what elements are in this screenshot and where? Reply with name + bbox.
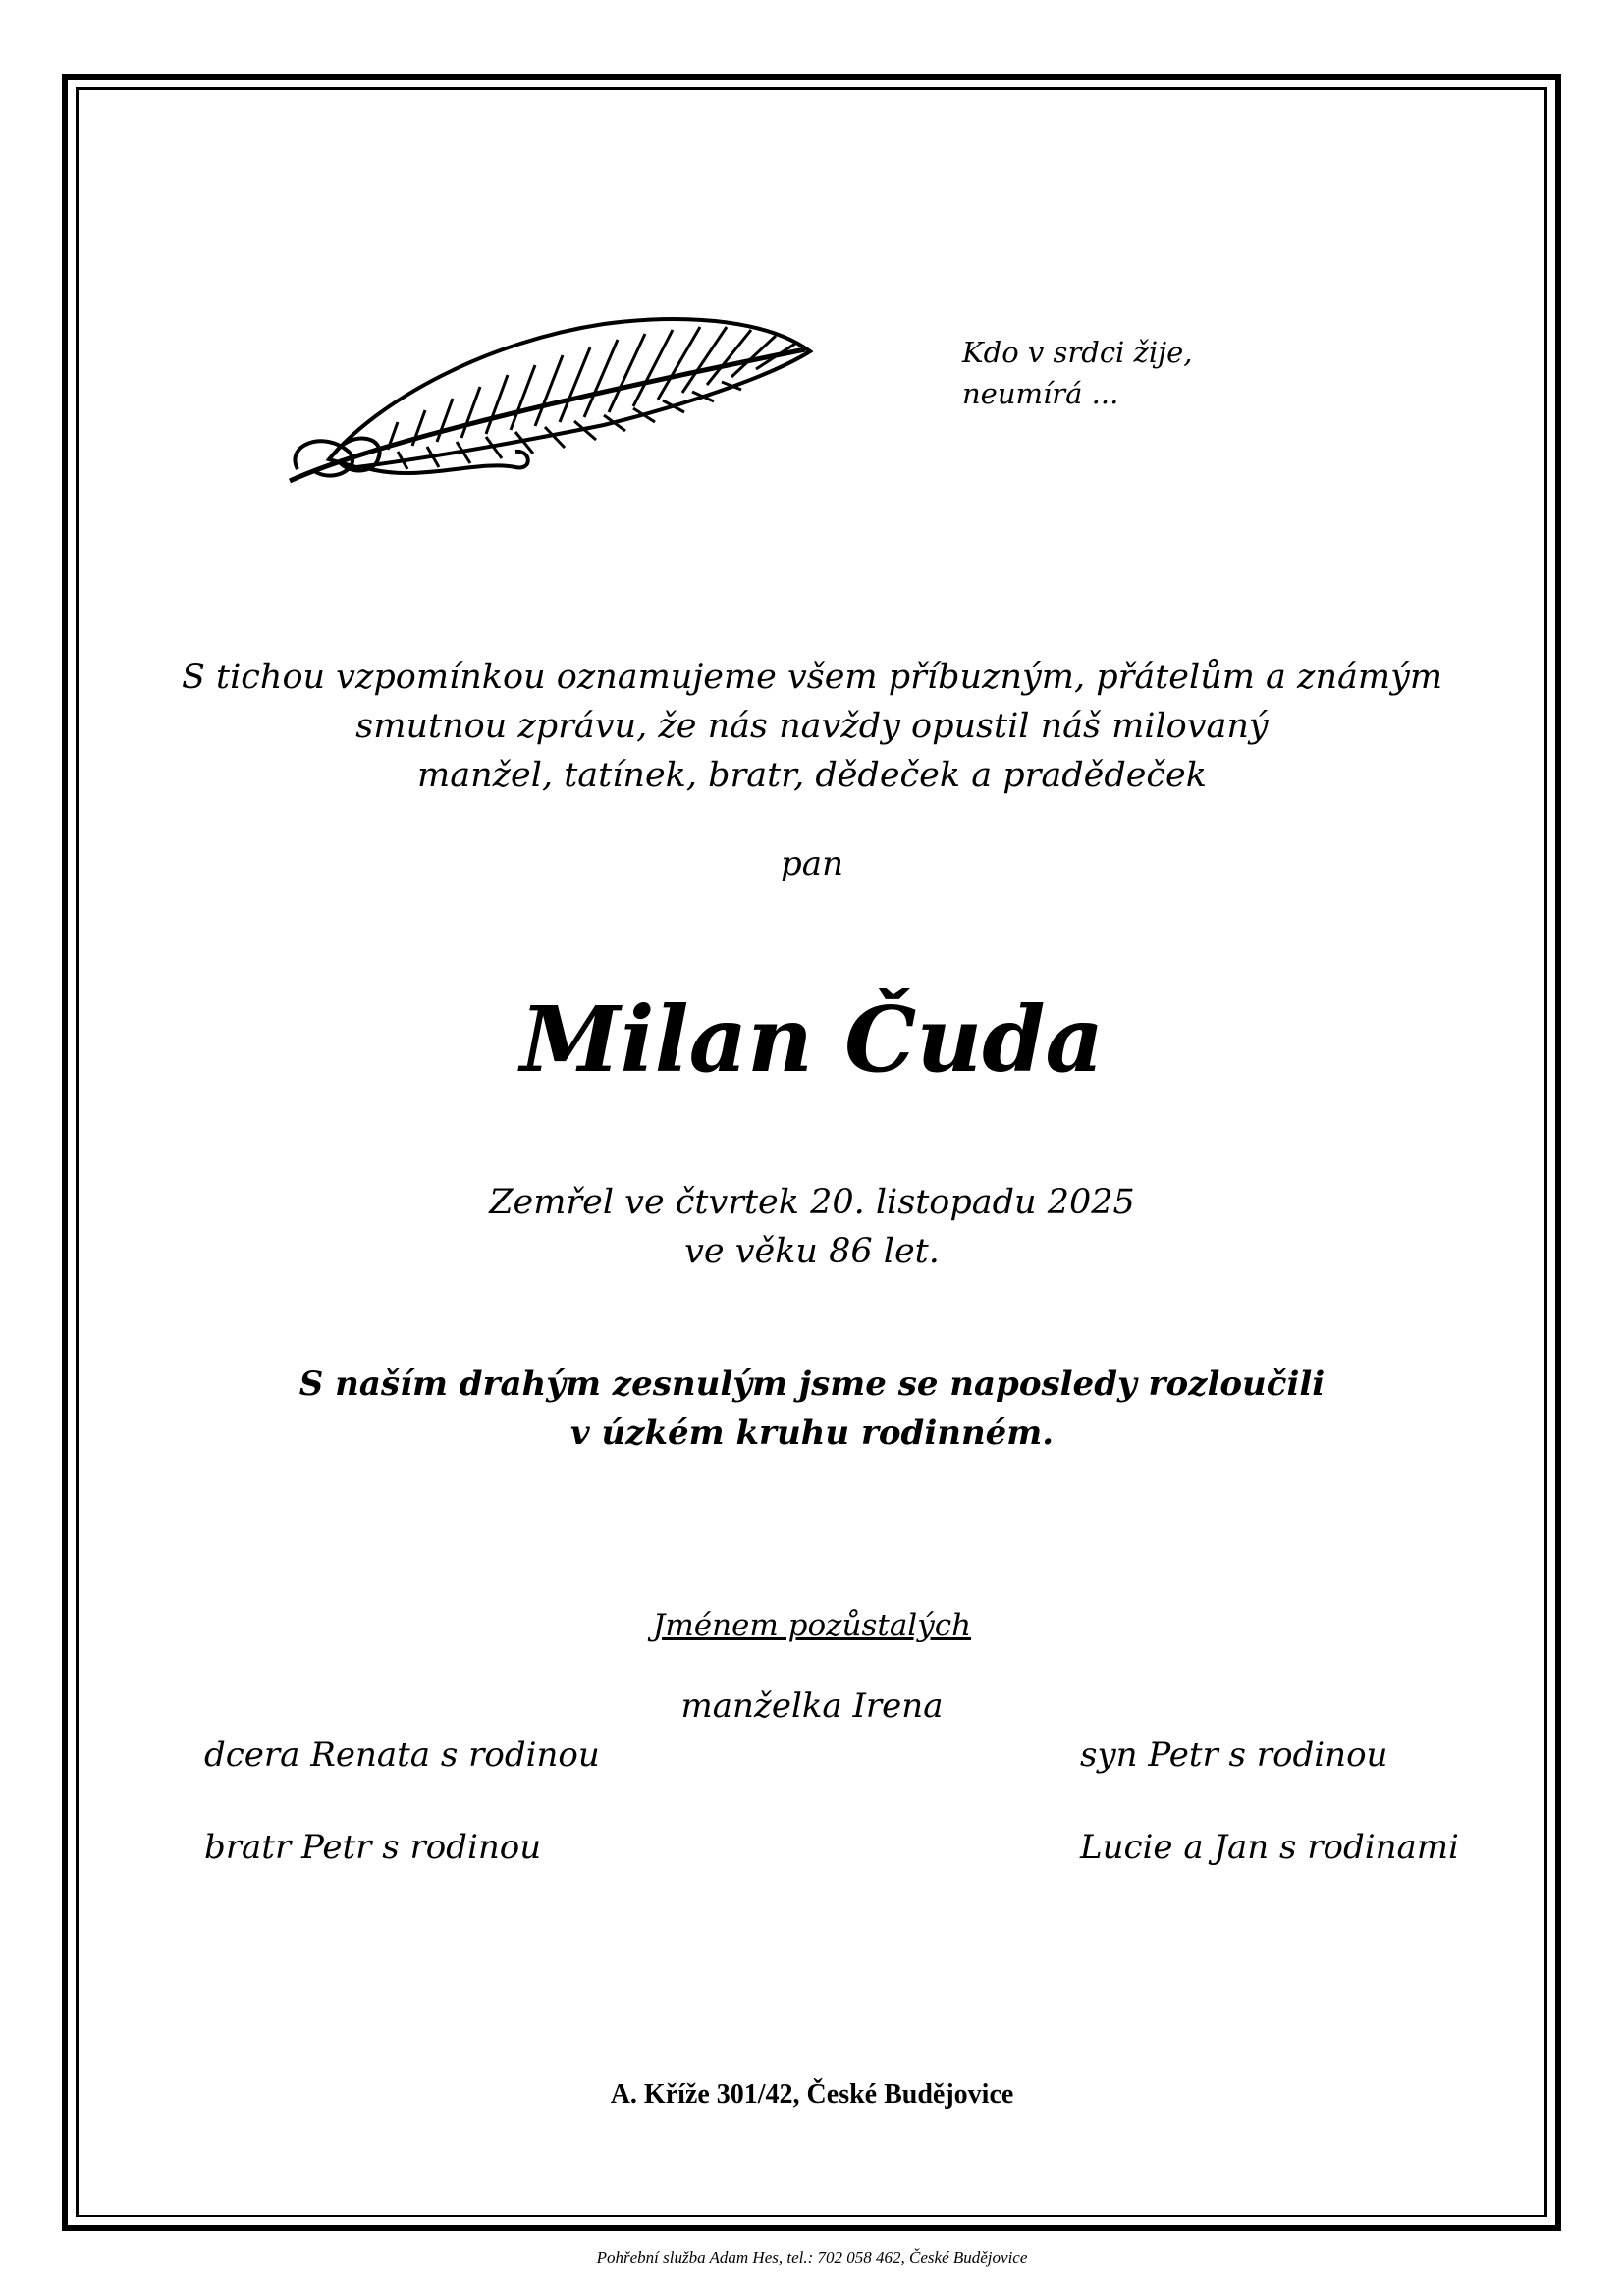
motto-line-2: neumírá ... [962,377,1119,410]
motto-line-1: Kdo v srdci žije, [962,336,1193,369]
mourner-wife: manželka Irena [680,1686,944,1726]
mourner-right-2: Lucie a Jan s rodinami [1080,1828,1459,1867]
announcement-line-1: S tichou vzpomínkou oznamujeme všem příbuzným, přátelům a známým [181,658,1443,697]
mourner-right-1: syn Petr s rodinou [1080,1735,1388,1775]
death-info [0,1178,1624,1276]
mourner-left-2: bratr Petr s rodinou [204,1828,542,1867]
feather-icon [280,312,815,484]
death-date: Zemřel ve čtvrtek 20. listopadu 2025 [489,1183,1135,1222]
farewell-text [0,1360,1624,1458]
farewell-line-2: v úzkém kruhu rodinném. [569,1414,1055,1453]
announcement-line-2: smutnou zprávu, že nás navždy opustil náš milovaný [355,707,1269,746]
announcement-line-3: manžel, tatínek, bratr, dědeček a pradědeček [417,756,1207,795]
mourners-heading-text: Jménem pozůstalých [652,1608,972,1643]
footer-text: Pohřební služba Adam Hes, tel.: 702 058 462, České Budějovice [596,2248,1028,2267]
announcement-text [0,653,1624,800]
deceased-name: Milan Čuda [519,987,1105,1093]
farewell-line-1: S naším drahým zesnulým jsme se naposledy rozloučili [298,1364,1326,1404]
motto [962,332,1192,414]
mourner-left-1: dcera Renata s rodinou [204,1735,600,1775]
mourners-heading [0,1608,1624,1643]
death-age: ve věku 86 let. [684,1232,940,1271]
salutation: pan [781,844,843,883]
address: A. Kříže 301/42, České Budějovice [610,2079,1014,2109]
